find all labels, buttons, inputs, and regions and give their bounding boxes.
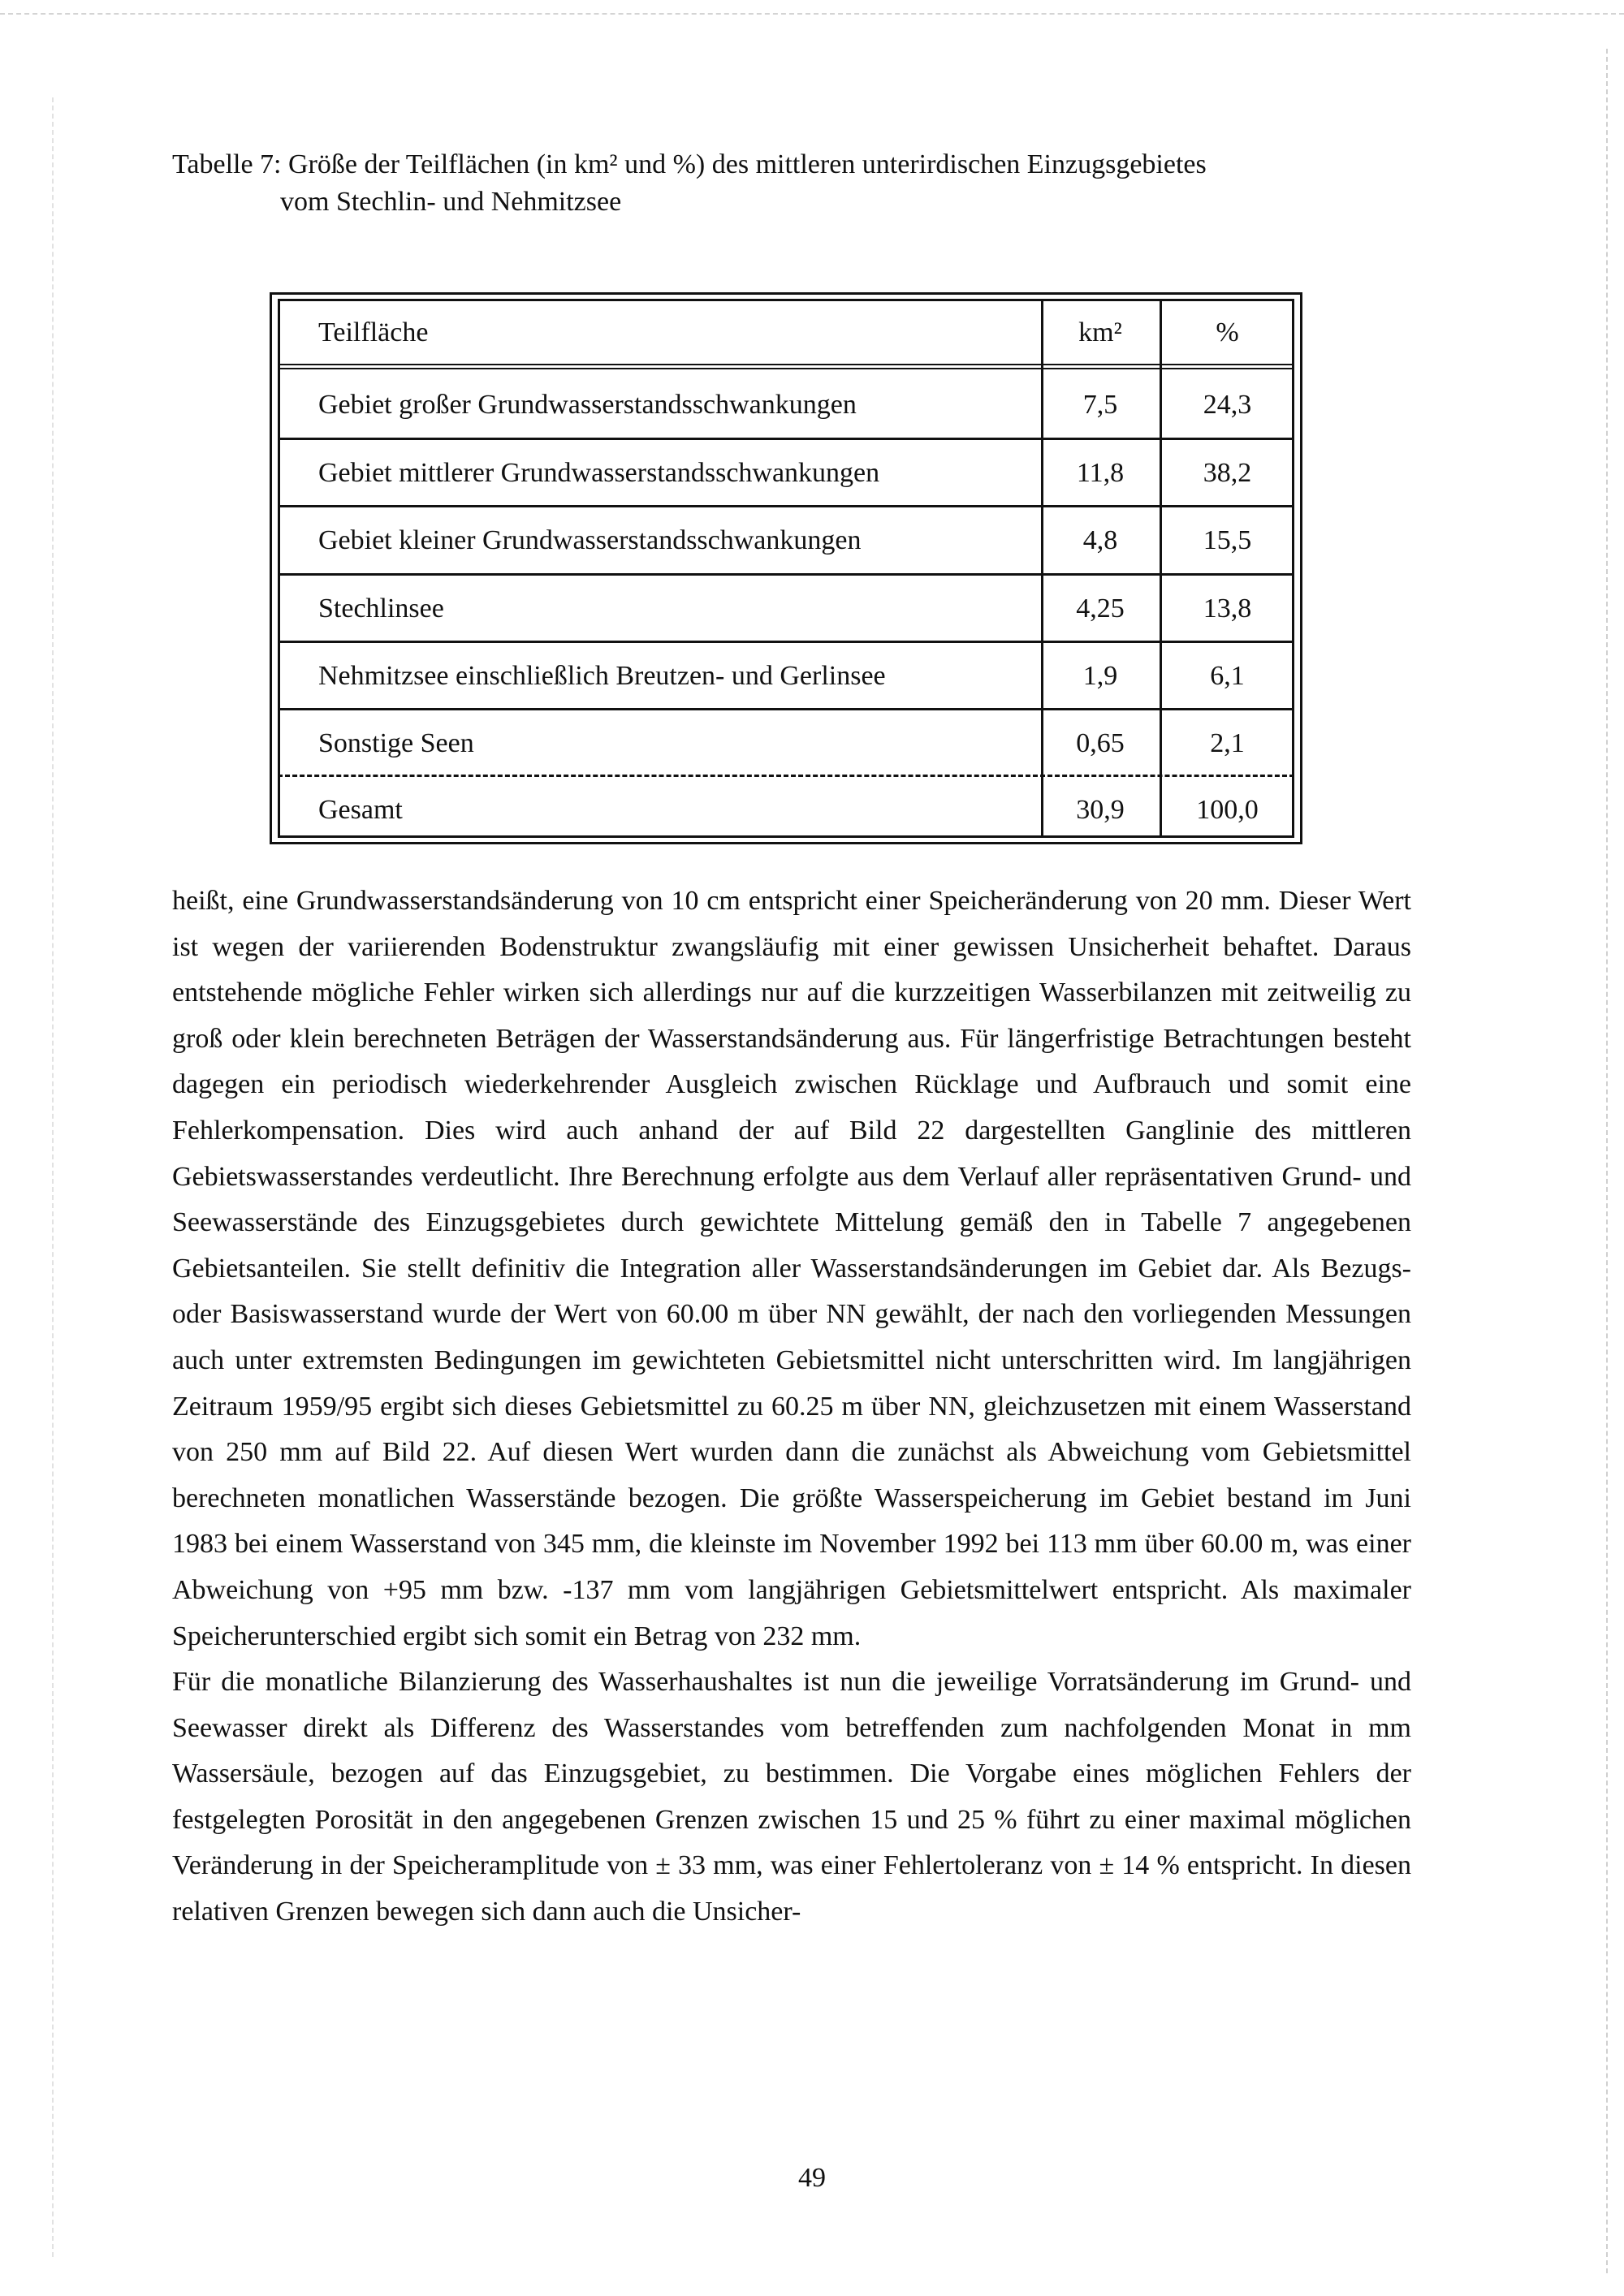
paragraph: heißt, eine Grundwasserstandsänderung von 10 cm entspricht einer Speicheränderung von 20 mm. Dieser Wert ist wegen der variierenden Bodenstruktur zwangsläufig mit einer gewissen Unsicherheit behaftet. Daraus entstehende mögliche Fehler wirken sich allerdings nur auf die kurzzeitigen Wasserbilanzen mit zeitweilig zu groß oder klein berechneten Beträgen der Wasserstandsänderung aus. Für längerfristige Betrachtungen besteht dagegen ein periodisch wiederkehrender Ausgleich zwischen Rücklage und Aufbrauch und somit eine Fehlerkompensation. Dies wird auch anhand der auf Bild 22 dargestellten Ganglinie des mittleren Gebietswasserstandes verdeutlicht. Ihre Berechnung erfolgte aus dem Verlauf aller repräsentativen Grund- und Seewasserstände des Einzugsgebietes durch gewichtete Mittelung gemäß den in Tabelle 7 angegebenen Gebietsanteilen. Sie stellt definitiv die Integration aller Wasserstandsänderungen im Gebiet dar. Als Bezugs- oder Basiswasserstand wurde der Wert von 60.00 m über NN gewählt, der nach den vorliegenden Messungen auch unter extremsten Bedingungen im gewichteten Gebietsmittel nicht unterschritten wird. Im langjährigen Zeitraum 1959/95 ergibt sich dieses Gebietsmittel zu 60.25 m über NN, gleichzusetzen mit einem Wasserstand von 250 mm auf Bild 22. Auf diesen Wert wurden dann die zunächst als Abweichung vom Gebietsmittel berechneten monatlichen Wasserstände bezogen. Die größte Wasserspeicherung im Gebiet bestand im Juni 1983 bei einem Wasserstand von 345 mm, die kleinste im November 1992 bei 113 mm über 60.00 m, was einer Abweichung von +95 mm bzw. -137 mm vom langjährigen Gebietsmittelwert entspricht. Als maximaler Speicherunterschied ergibt sich somit ein Betrag von 232 mm.	[172, 886, 1411, 1651]
cell-percent: 24,3	[1203, 390, 1252, 420]
cell-area-name: Stechlinsee	[318, 593, 444, 624]
cell-area-name: Nehmitzsee einschließlich Breutzen- und Gerlinsee	[318, 661, 886, 691]
table-row	[278, 371, 1294, 439]
header-percent: %	[1216, 317, 1239, 347]
cell-km2: 0,65	[1076, 728, 1125, 758]
table-caption	[172, 146, 1439, 221]
header-separator	[278, 364, 1294, 369]
cell-area-name: Gebiet kleiner Grundwasserstandsschwankungen	[318, 525, 862, 555]
cell-percent: 2,1	[1210, 728, 1245, 758]
table-row	[278, 575, 1294, 643]
caption-line-2: vom Stechlin- und Nehmitzsee	[280, 187, 622, 217]
cell-percent: 15,5	[1203, 525, 1252, 555]
caption-line-1: Tabelle 7: Größe der Teilflächen (in km² und %) des mittleren unterirdischen Einzugsgebietes	[172, 149, 1207, 179]
cell-km2: 11,8	[1076, 458, 1125, 488]
cell-area-name: Sonstige Seen	[318, 728, 474, 758]
header-km2: km²	[1078, 317, 1122, 347]
cell-km2: 4,8	[1082, 525, 1118, 555]
table-row	[278, 642, 1294, 710]
cell-total-km2: 30,9	[1076, 795, 1125, 825]
cell-area-name: Gebiet mittlerer Grundwasserstandsschwankungen	[318, 458, 880, 488]
header-teilflaeche: Teilfläche	[318, 317, 429, 347]
paragraph: Für die monatliche Bilanzierung des Wasserhaushaltes ist nun die jeweilige Vorratsänderung im Grund- und Seewasser direkt als Differenz des Wasserstandes vom betreffenden zum nachfolgenden Monat in mm Wassersäule, bezogen auf das Einzugsgebiet, zu bestimmen. Die Vorgabe eines möglichen Fehlers der festgelegten Porosität in den angegebenen Grenzen zwischen 15 und 25 % führt zu einer maximal möglichen Veränderung in der Speicheramplitude von ± 33 mm, was einer Fehlertoleranz von ± 14 % entspricht. In diesen relativen Grenzen bewegen sich dann auch die Unsicher-	[172, 1667, 1411, 1927]
cell-km2: 7,5	[1082, 390, 1118, 420]
body-text	[172, 878, 1411, 1936]
scan-edge-top	[0, 13, 1624, 15]
column-divider	[1041, 299, 1043, 838]
page-number: 49	[798, 2163, 826, 2193]
cell-total-label: Gesamt	[318, 795, 403, 825]
cell-total-percent: 100,0	[1196, 795, 1259, 825]
table-row	[278, 507, 1294, 575]
scan-edge-right	[1606, 49, 1608, 2273]
cell-percent: 13,8	[1203, 593, 1252, 624]
cell-km2: 1,9	[1082, 661, 1118, 691]
table-row	[278, 439, 1294, 507]
table-row	[278, 710, 1294, 778]
cell-percent: 38,2	[1203, 458, 1252, 488]
cell-percent: 6,1	[1210, 661, 1245, 691]
scan-edge-left	[52, 97, 54, 2257]
table-header-row	[278, 299, 1294, 367]
table-total-row	[278, 776, 1294, 844]
cell-km2: 4,25	[1076, 593, 1125, 624]
cell-area-name: Gebiet großer Grundwasserstandsschwankungen	[318, 390, 857, 420]
column-divider	[1160, 299, 1162, 838]
